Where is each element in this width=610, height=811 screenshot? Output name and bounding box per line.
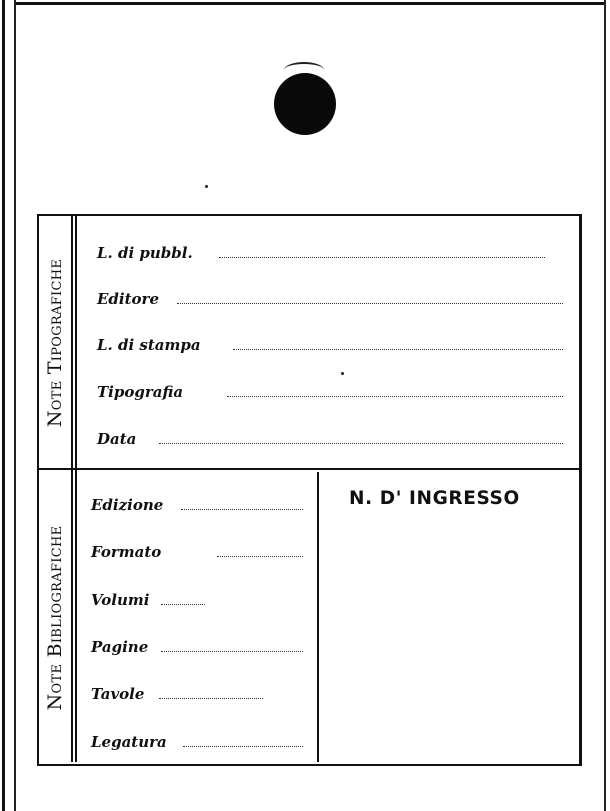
field-luogo-stampa (97, 334, 571, 356)
field-label: Edizione (91, 496, 164, 514)
field-editore (97, 288, 571, 310)
field-label: Tavole (91, 685, 145, 703)
field-volumi (91, 589, 311, 611)
field-label: Formato (91, 543, 162, 561)
card-edge-top (14, 2, 604, 5)
field-pagine (91, 636, 311, 658)
fill-line (233, 349, 563, 350)
field-label: L. di pubbl. (97, 244, 193, 262)
fill-line (183, 746, 303, 747)
left-rule-inner (75, 216, 77, 762)
fill-line (217, 556, 303, 557)
fill-line (161, 604, 205, 605)
field-legatura (91, 731, 311, 753)
ink-speck (205, 185, 208, 188)
fill-line (177, 303, 563, 304)
section-divider (39, 468, 579, 470)
left-rule-outer (71, 216, 73, 762)
field-edizione (91, 494, 311, 516)
ingresso-divider (317, 472, 319, 762)
card-edge-left-inner (14, 0, 16, 811)
field-label: Tipografia (97, 383, 184, 401)
field-label: Data (97, 430, 137, 448)
field-luogo-pubblicazione (97, 242, 571, 264)
field-label: Legatura (91, 733, 167, 751)
fill-line (219, 257, 545, 258)
field-formato (91, 541, 311, 563)
field-label: Editore (97, 290, 159, 308)
field-tipografia (97, 381, 571, 403)
field-label: L. di stampa (97, 336, 201, 354)
card-edge-right (604, 0, 606, 811)
field-tavole (91, 683, 311, 705)
field-data (97, 428, 571, 450)
punch-hole (274, 73, 336, 135)
fill-line (181, 509, 303, 510)
fill-line (227, 396, 563, 397)
section-title-bibliografiche: Note Bibliografiche (44, 525, 66, 711)
fill-line (159, 443, 563, 444)
card-edge-left (2, 0, 5, 811)
field-label: Pagine (91, 638, 149, 656)
ingresso-number-label: N. D' INGRESSO (349, 488, 520, 509)
fill-line (161, 651, 303, 652)
section-title-tipografiche: Note Tipografiche (44, 258, 66, 428)
fill-line (159, 698, 263, 699)
field-label: Volumi (91, 591, 150, 609)
